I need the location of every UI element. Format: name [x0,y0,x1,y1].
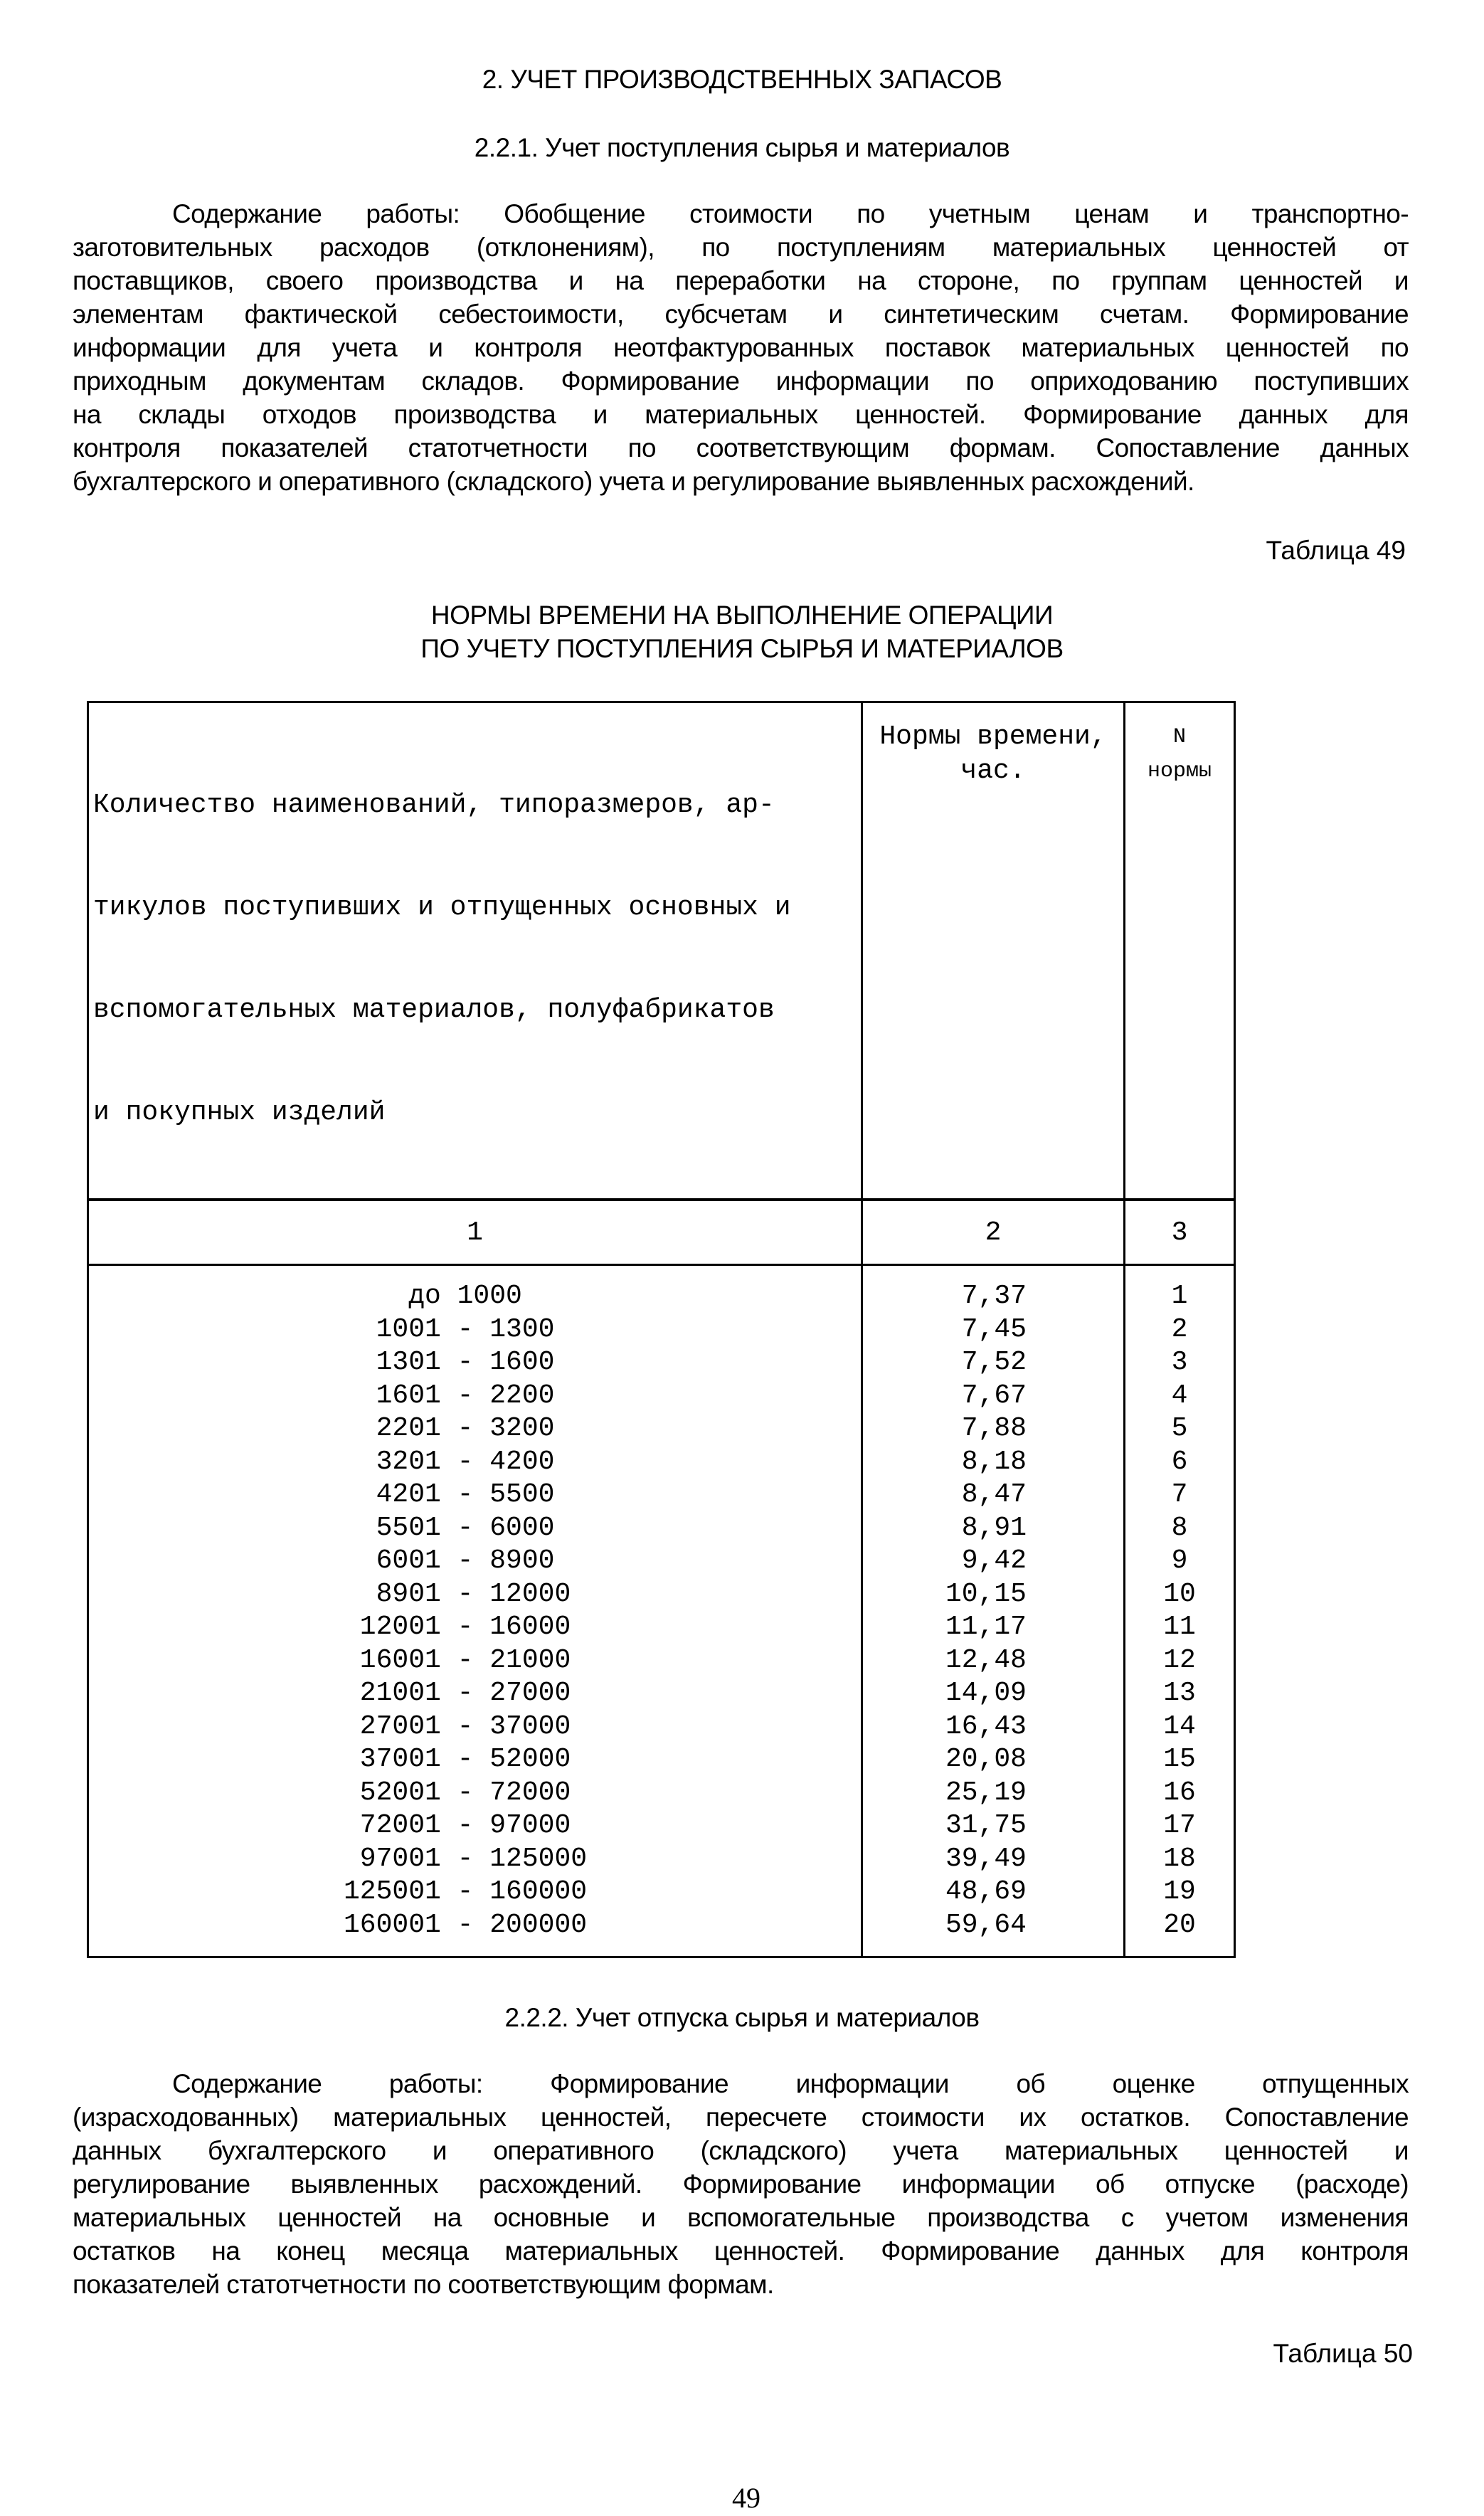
range-cell: 6001 - 8900 [88,1545,862,1578]
norm-cell: 7,45 [862,1314,1125,1347]
range-cell: 4201 - 5500 [88,1479,862,1512]
column-numbers-row [88,1200,1235,1265]
paragraph-line: Содержание работы: Формирование информации об оценке отпущенных [172,2069,1409,2098]
norm-cell: 31,75 [862,1809,1125,1843]
range-cell: 72001 - 97000 [88,1809,862,1843]
paragraph-line: бухгалтерского и оперативного (складского) учета и регулирование выявленных расхождений. [73,467,1194,496]
table-row [88,1777,1235,1810]
range-cell: 3201 - 4200 [88,1446,862,1479]
header-col2-line: час. [960,756,1026,786]
table-row [88,1346,1235,1380]
norm-cell: 25,19 [862,1777,1125,1810]
range-cell: 1301 - 1600 [88,1346,862,1380]
paragraph-line: поставщиков, своего производства и на переработки на стороне, по группам ценностей и [73,266,1409,295]
header-col3-line: нормы [1147,759,1212,783]
page-number: 49 [732,2482,760,2514]
norm-number-cell: 11 [1125,1611,1235,1644]
header-col1-line: и покупных изделий [93,1097,386,1128]
norm-number-cell: 9 [1125,1545,1235,1578]
range-cell: 8901 - 12000 [88,1578,862,1612]
norm-number-cell: 8 [1125,1512,1235,1545]
norm-number-cell: 12 [1125,1644,1235,1678]
paragraph-line: приходным документам складов. Формирование информации по оприходованию поступивших [73,366,1409,396]
header-col2 [862,702,1125,1200]
range-cell: 125001 - 160000 [88,1876,862,1909]
table-row [88,1446,1235,1479]
norm-cell: 39,49 [862,1843,1125,1876]
table-49-title-line-1: НОРМЫ ВРЕМЕНИ НА ВЫПОЛНЕНИЕ ОПЕРАЦИИ [430,601,1054,630]
table-49 [87,701,1236,1958]
range-cell: 21001 - 27000 [88,1677,862,1711]
norm-cell: 7,52 [862,1346,1125,1380]
paragraph-line: регулирование выявленных расхождений. Формирование информации об отпуске (расходе) [73,2169,1409,2199]
range-cell: 37001 - 52000 [88,1743,862,1777]
table-row [88,1809,1235,1843]
table-49-label: Таблица 49 [1266,536,1406,565]
norm-number-cell: 16 [1125,1777,1235,1810]
paragraph-line: контроля показателей статотчетности по соответствующим формам. Сопоставление данных [73,433,1409,462]
paragraph-line: информации для учета и контроля неотфактурованных поставок материальных ценностей по [73,333,1409,362]
paragraph-line: показателей статотчетности по соответствующим формам. [73,2270,774,2299]
subsection-title-2-2-2: 2.2.2. Учет отпуска сырья и материалов [504,2003,980,2032]
table-row [88,1843,1235,1876]
column-number-1: 1 [88,1200,862,1265]
table-row [88,1265,1235,1314]
paragraph-2-2-2 [73,2067,1409,2301]
paragraph-2-2-1 [73,197,1409,498]
paragraph-line: заготовительных расходов (отклонениям), по поступлениям материальных ценностей от [73,233,1409,262]
table-row [88,1479,1235,1512]
norm-cell: 12,48 [862,1644,1125,1678]
table-row [88,1876,1235,1909]
table-row [88,1677,1235,1711]
subsection-title-2-2-1: 2.2.1. Учет поступления сырья и материалов [474,133,1010,162]
norm-number-cell: 6 [1125,1446,1235,1479]
norm-number-cell: 5 [1125,1412,1235,1446]
norm-number-cell: 19 [1125,1876,1235,1909]
column-number-2: 2 [862,1200,1125,1265]
norm-cell: 7,88 [862,1412,1125,1446]
range-cell: 12001 - 16000 [88,1611,862,1644]
header-col1-line: тикулов поступивших и отпущенных основных и [93,892,791,923]
norm-cell: 7,67 [862,1380,1125,1413]
paragraph-line: остатков на конец месяца материальных ценностей. Формирование данных для контроля [73,2236,1409,2266]
norm-cell: 10,15 [862,1578,1125,1612]
table-row [88,1644,1235,1678]
norm-number-cell: 10 [1125,1578,1235,1612]
column-number-3: 3 [1125,1200,1235,1265]
norm-number-cell: 13 [1125,1677,1235,1711]
paragraph-line: элементам фактической себестоимости, субсчетам и синтетическим счетам. Формирование [73,300,1409,329]
table-row [88,1512,1235,1545]
range-cell: 1601 - 2200 [88,1380,862,1413]
header-col1 [88,702,862,1200]
norm-cell: 8,18 [862,1446,1125,1479]
norm-cell: 8,47 [862,1479,1125,1512]
range-cell: 1001 - 1300 [88,1314,862,1347]
norm-number-cell: 1 [1125,1265,1235,1314]
norm-number-cell: 17 [1125,1809,1235,1843]
table-row [88,1412,1235,1446]
range-cell: до 1000 [88,1265,862,1314]
header-col3 [1125,702,1235,1200]
range-cell: 5501 - 6000 [88,1512,862,1545]
table-row [88,1611,1235,1644]
norm-number-cell: 15 [1125,1743,1235,1777]
range-cell: 52001 - 72000 [88,1777,862,1810]
range-cell: 97001 - 125000 [88,1843,862,1876]
norm-number-cell: 7 [1125,1479,1235,1512]
paragraph-line: данных бухгалтерского и оперативного (складского) учета материальных ценностей и [73,2136,1409,2165]
header-col1-line: Количество наименований, типоразмеров, ар- [93,790,775,820]
range-cell: 27001 - 37000 [88,1711,862,1744]
norm-cell: 48,69 [862,1876,1125,1909]
table-row [88,1314,1235,1347]
norm-cell: 14,09 [862,1677,1125,1711]
table-header-row [88,702,1235,1200]
table-row [88,1909,1235,1957]
norm-cell: 59,64 [862,1909,1125,1957]
paragraph-line: Содержание работы: Обобщение стоимости по учетным ценам и транспортно- [172,199,1409,228]
paragraph-line: материальных ценностей на основные и вспомогательные производства с учетом изменения [73,2203,1409,2232]
range-cell: 16001 - 21000 [88,1644,862,1678]
table-50-label: Таблица 50 [1273,2339,1413,2368]
table-row [88,1578,1235,1612]
norm-cell: 8,91 [862,1512,1125,1545]
norm-number-cell: 20 [1125,1909,1235,1957]
paragraph-line: (израсходованных) материальных ценностей, пересчете стоимости их остатков. Сопоставление [73,2103,1409,2132]
header-col1-line: вспомогательных материалов, полуфабрикатов [93,995,775,1025]
norm-number-cell: 2 [1125,1314,1235,1347]
range-cell: 2201 - 3200 [88,1412,862,1446]
norm-cell: 11,17 [862,1611,1125,1644]
paragraph-line: на склады отходов производства и материальных ценностей. Формирование данных для [73,400,1409,429]
header-col2-line: Нормы времени, [879,722,1107,752]
header-col3-line: N [1172,725,1186,749]
norm-cell: 20,08 [862,1743,1125,1777]
table-row [88,1380,1235,1413]
norm-number-cell: 3 [1125,1346,1235,1380]
norm-number-cell: 4 [1125,1380,1235,1413]
table-49-title-line-2: ПО УЧЕТУ ПОСТУПЛЕНИЯ СЫРЬЯ И МАТЕРИАЛОВ [420,634,1064,663]
norm-cell: 7,37 [862,1265,1125,1314]
norm-cell: 9,42 [862,1545,1125,1578]
norm-number-cell: 14 [1125,1711,1235,1744]
section-title: 2. УЧЕТ ПРОИЗВОДСТВЕННЫХ ЗАПАСОВ [482,65,1002,94]
range-cell: 160001 - 200000 [88,1909,862,1957]
norm-number-cell: 18 [1125,1843,1235,1876]
table-row [88,1545,1235,1578]
norm-cell: 16,43 [862,1711,1125,1744]
table-row [88,1743,1235,1777]
table-row [88,1711,1235,1744]
